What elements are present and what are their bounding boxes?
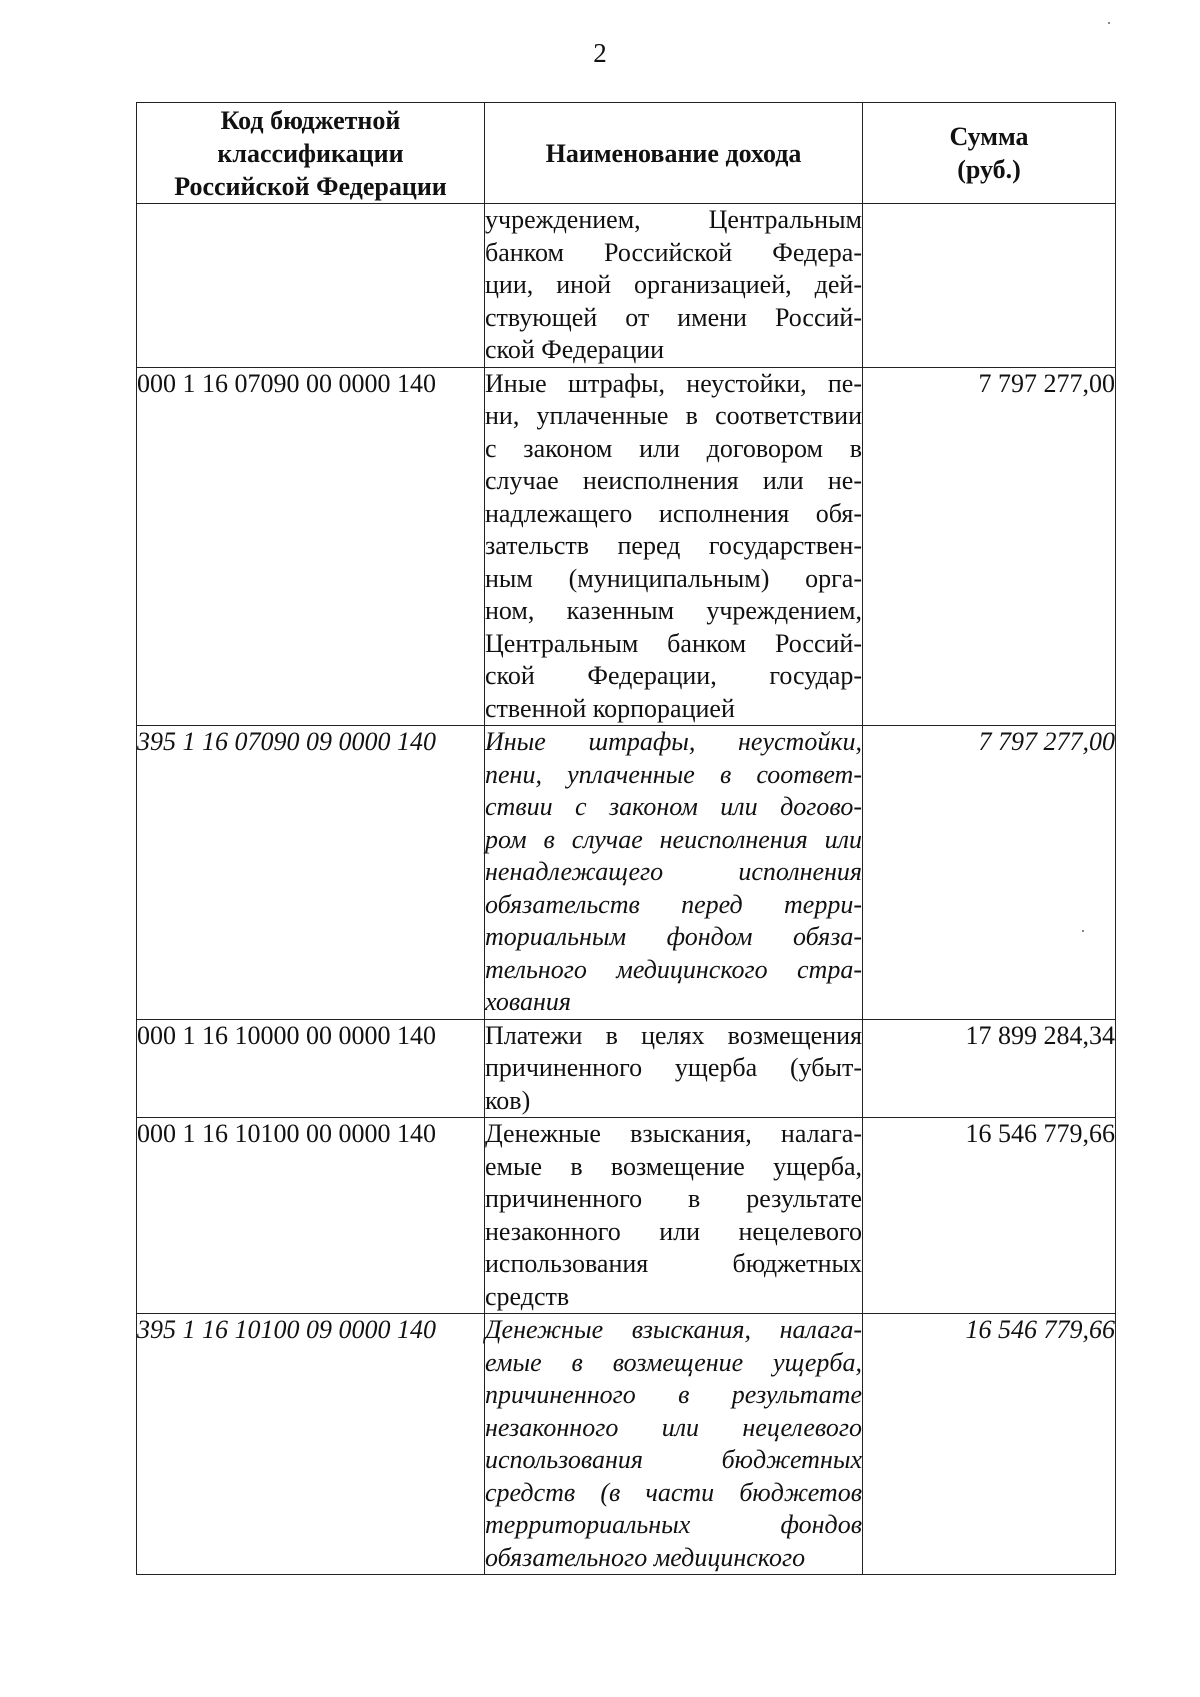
- revenue-name-line: ской Федерации, государ-: [485, 661, 862, 690]
- header-code-line: Российской Федерации: [174, 171, 447, 201]
- revenue-name-line: использования бюджетных: [485, 1249, 862, 1278]
- revenue-name-line: емые в возмещение ущерба,: [485, 1151, 862, 1181]
- page-number: 2: [593, 38, 607, 68]
- budget-code-cell: [137, 204, 485, 368]
- table-body: [137, 204, 1116, 1575]
- revenue-name-line: ром в случае неисполнения или: [485, 824, 862, 854]
- table-row: [137, 367, 1116, 726]
- revenue-name-line: Платежи в целях возмещения: [485, 1020, 862, 1050]
- revenue-name-line: зательств перед государствен-: [485, 531, 862, 560]
- budget-code-cell: 395 1 16 10100 09 0000 140: [137, 1314, 485, 1575]
- revenue-name-cell: [485, 367, 863, 726]
- amount-cell: [863, 204, 1116, 368]
- revenue-name-line: случае неисполнения или не-: [485, 466, 862, 495]
- header-sum-line: (руб.): [957, 155, 1021, 184]
- header-sum-line: Сумма: [949, 122, 1029, 151]
- revenue-name-line: надлежащего исполнения обя-: [485, 498, 862, 528]
- revenue-name-line: тельного медицинского стра-: [485, 954, 862, 984]
- amount-cell: 16 546 779,66: [863, 1314, 1116, 1575]
- revenue-name-line: территориальных фондов: [485, 1510, 862, 1539]
- header-code-line: классификации: [217, 138, 404, 168]
- revenue-name-line: причиненного в результате: [485, 1380, 862, 1409]
- budget-code-cell: 000 1 16 10100 00 0000 140: [137, 1118, 485, 1314]
- revenue-name-line: емые в возмещение ущерба,: [485, 1347, 862, 1377]
- scan-artifact: [1082, 930, 1084, 932]
- revenue-name-line: причиненного ущерба (убыт-: [485, 1053, 862, 1082]
- revenue-name-line: Денежные взыскания, налага-: [485, 1119, 862, 1148]
- revenue-name-line: использования бюджетных: [485, 1445, 862, 1474]
- revenue-name-line: ториальным фондом обяза-: [485, 922, 862, 951]
- scan-artifact: [1108, 22, 1110, 24]
- header-sum: [863, 103, 1116, 204]
- revenue-name-line: незаконного или нецелевого: [485, 1412, 862, 1442]
- revenue-name-line: Центральным банком Россий-: [485, 628, 862, 658]
- table-row: [137, 204, 1116, 368]
- revenue-name-line: ненадлежащего исполнения: [485, 857, 862, 886]
- revenue-name-cell: [485, 1019, 863, 1118]
- revenue-name-line: ном, казенным учреждением,: [485, 596, 862, 625]
- amount-cell: 16 546 779,66: [863, 1118, 1116, 1314]
- revenue-name-line: банком Российской Федера-: [485, 237, 862, 267]
- revenue-name-line: обязательств перед терри-: [485, 889, 862, 919]
- revenue-name-line: Денежные взыскания, налага-: [485, 1315, 862, 1344]
- revenue-name-line: Иные штрафы, неустойки, пе-: [485, 368, 862, 398]
- revenue-name-cell: [485, 204, 863, 368]
- revenue-name-line: ствующей от имени Россий-: [485, 302, 862, 332]
- header-name: Наименование дохода: [485, 103, 863, 204]
- header-code: [137, 103, 485, 204]
- revenue-name-cell: [485, 1118, 863, 1314]
- revenue-name-line: ков): [485, 1085, 531, 1115]
- revenue-name-line: пени, уплаченные в соответ-: [485, 759, 862, 789]
- revenue-name-line: причиненного в результате: [485, 1184, 862, 1213]
- revenue-name-line: средств: [485, 1281, 570, 1311]
- revenue-name-line: хования: [485, 987, 571, 1016]
- revenue-name-line: учреждением, Центральным: [485, 205, 862, 234]
- budget-code-cell: 000 1 16 07090 00 0000 140: [137, 367, 485, 726]
- revenue-name-line: Иные штрафы, неустойки,: [485, 727, 862, 756]
- revenue-name-cell: [485, 1314, 863, 1575]
- revenue-name-line: незаконного или нецелевого: [485, 1216, 862, 1246]
- table-header-row: [137, 103, 1116, 204]
- revenue-name-line: ным (муниципальным) орга-: [485, 563, 862, 593]
- revenue-table: [136, 102, 1116, 1575]
- amount-cell: 7 797 277,00: [863, 726, 1116, 1020]
- revenue-name-line: с законом или договором в: [485, 433, 862, 463]
- budget-code-cell: 000 1 16 10000 00 0000 140: [137, 1019, 485, 1118]
- revenue-name-line: ской Федерации: [485, 335, 665, 364]
- table-row: [137, 1118, 1116, 1314]
- revenue-name-line: ции, иной организацией, дей-: [485, 270, 862, 299]
- revenue-name-cell: [485, 726, 863, 1020]
- table-row: [137, 1314, 1116, 1575]
- amount-cell: 17 899 284,34: [863, 1019, 1116, 1118]
- revenue-name-line: обязательного медицинского: [485, 1542, 806, 1572]
- table-row: [137, 726, 1116, 1020]
- revenue-name-line: средств (в части бюджетов: [485, 1477, 862, 1507]
- revenue-name-line: ственной корпорацией: [485, 693, 735, 723]
- revenue-name-line: ни, уплаченные в соответствии: [485, 401, 862, 430]
- revenue-name-line: ствии с законом или догово-: [485, 792, 862, 821]
- header-code-line: Код бюджетной: [220, 105, 401, 135]
- table-row: [137, 1019, 1116, 1118]
- amount-cell: 7 797 277,00: [863, 367, 1116, 726]
- budget-code-cell: 395 1 16 07090 09 0000 140: [137, 726, 485, 1020]
